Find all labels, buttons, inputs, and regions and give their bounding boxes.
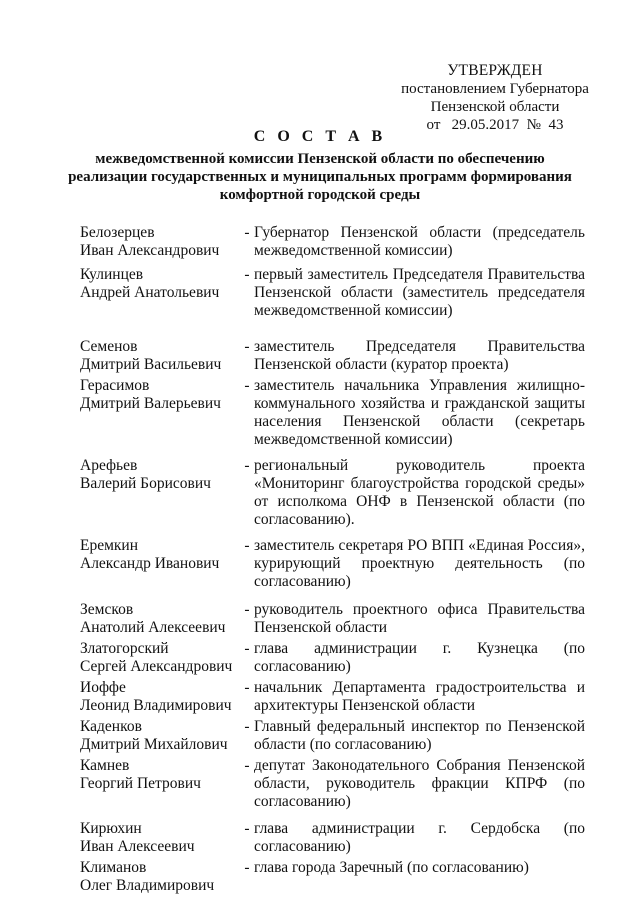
member-name: Еремкин Александр Иванович — [80, 537, 220, 572]
member-role: глава администрации г. Кузнецка (по согласованию) — [254, 640, 585, 675]
member-dash: - — [244, 601, 250, 618]
approval-date-line: от 29.05.2017 № 43 — [426, 117, 564, 133]
member-dash: - — [244, 679, 250, 696]
member-role: первый заместитель Председателя Правительства Пензенской области (заместитель председателя межведомственной комиссии) — [254, 266, 585, 319]
member-role: депутат Законодательного Собрания Пензенской области, руководитель фракции КПРФ (по согласованию) — [254, 757, 585, 810]
approval-line-2: Пензенской области — [430, 99, 560, 115]
member-row — [80, 679, 585, 715]
approval-line-1: постановлением Губернатора — [401, 81, 589, 97]
member-row — [80, 757, 585, 811]
member-name: Кирюхин Иван Алексеевич — [80, 820, 195, 855]
member-dash: - — [244, 377, 250, 394]
member-dash: - — [244, 224, 250, 241]
member-row — [80, 859, 585, 895]
member-role: начальник Департамента градостроительства и архитектуры Пензенской области — [254, 679, 585, 714]
member-name: Каденков Дмитрий Михайлович — [80, 718, 228, 753]
member-row — [80, 718, 585, 754]
member-name: Иоффе Леонид Владимирович — [80, 679, 232, 714]
member-role: заместитель Председателя Правительства Пензенской области (куратор проекта) — [254, 338, 585, 373]
member-row — [80, 640, 585, 676]
member-dash: - — [244, 338, 250, 355]
member-dash: - — [244, 537, 250, 554]
member-name: Земсков Анатолий Алексеевич — [80, 601, 226, 636]
member-dash: - — [244, 718, 250, 735]
member-row — [80, 537, 585, 591]
member-role: Главный федеральный инспектор по Пензенской области (по согласованию) — [254, 718, 585, 753]
member-dash: - — [244, 640, 250, 657]
member-role: глава администрации г. Сердобска (по согласованию) — [254, 820, 585, 855]
member-role: глава города Заречный (по согласованию) — [254, 859, 529, 876]
member-row — [80, 266, 585, 320]
member-row — [80, 377, 585, 449]
member-name: Герасимов Дмитрий Валерьевич — [80, 377, 221, 412]
member-row — [80, 457, 585, 529]
member-dash: - — [244, 820, 250, 837]
member-row — [80, 820, 585, 856]
member-role: региональный руководитель проекта «Мониторинг благоустройства городской среды» от исполкома ОНФ в Пензенской области (по согласованию). — [254, 457, 585, 528]
approval-stamp — [385, 62, 605, 134]
document-title: С О С Т А В — [253, 128, 387, 145]
document-subtitle: межведомственной комиссии Пензенской области по обеспечению реализации государственных и муниципальных программ формирования комфортной городской среды — [68, 151, 572, 203]
member-row — [80, 338, 585, 374]
member-name: Златогорский Сергей Александрович — [80, 640, 233, 675]
member-role: Губернатор Пензенской области (председатель межведомственной комиссии) — [254, 224, 585, 259]
member-dash: - — [244, 266, 250, 283]
member-dash: - — [244, 457, 250, 474]
member-name: Камнев Георгий Петрович — [80, 757, 201, 792]
member-row — [80, 224, 585, 260]
approval-title: УТВЕРЖДЕН — [447, 62, 543, 79]
member-name: Семенов Дмитрий Васильевич — [80, 338, 222, 373]
member-dash: - — [244, 757, 250, 774]
member-name: Климанов Олег Владимирович — [80, 859, 215, 894]
member-name: Белозерцев Иван Александрович — [80, 224, 220, 259]
member-row — [80, 601, 585, 637]
member-role: заместитель начальника Управления жилищно-коммунального хозяйства и гражданской защиты населения Пензенской области (секретарь межведомственной комиссии) — [254, 377, 585, 448]
member-dash: - — [244, 859, 250, 876]
member-list — [80, 224, 585, 895]
member-name: Арефьев Валерий Борисович — [80, 457, 211, 492]
member-name: Кулинцев Андрей Анатольевич — [80, 266, 220, 301]
member-role: заместитель секретаря РО ВПП «Единая Россия», курирующий проектную деятельность (по согласованию) — [254, 537, 585, 590]
member-role: руководитель проектного офиса Правительства Пензенской области — [254, 601, 585, 636]
